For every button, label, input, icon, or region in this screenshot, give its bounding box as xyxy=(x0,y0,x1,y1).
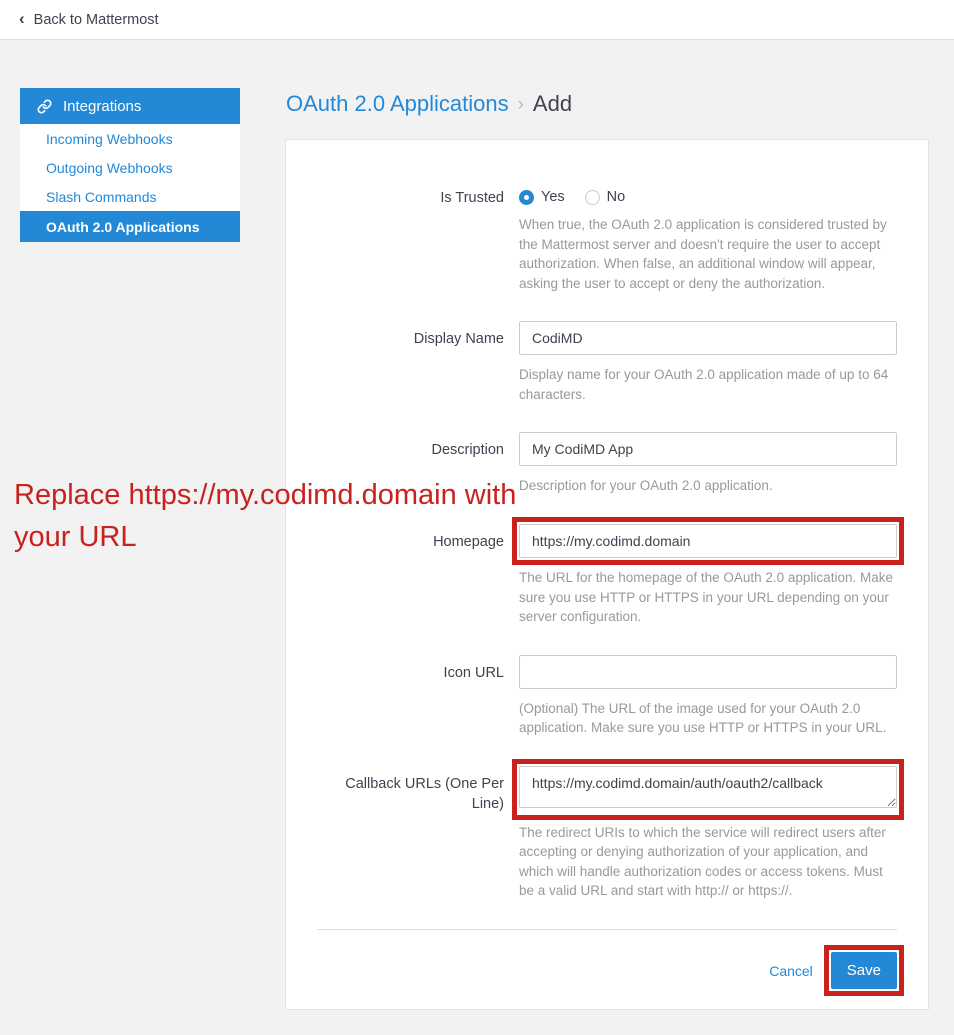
sidebar-item-label: OAuth 2.0 Applications xyxy=(46,218,200,235)
save-button[interactable]: Save xyxy=(831,952,897,989)
icon-url-input[interactable] xyxy=(519,655,897,689)
icon-url-help: (Optional) The URL of the image used for your OAuth 2.0 application. Make sure you use HTTP or HTTPS in your URL. xyxy=(519,700,887,736)
callback-urls-help: The redirect URIs to which the service will redirect users after accepting or denying authorization of your application, and which will handle authorization codes or access tokens. Must be a valid URL and start with http:// or https://. xyxy=(519,824,886,899)
annotation-replace-url-text: Replace https://my.codimd.domain with your URL xyxy=(14,479,517,554)
is-trusted-radio-group xyxy=(519,188,897,205)
sidebar-header-label: Integrations xyxy=(63,97,142,115)
is-trusted-label: Is Trusted xyxy=(440,190,504,206)
display-name-row xyxy=(317,321,897,404)
breadcrumb-parent-link[interactable]: OAuth 2.0 Applications xyxy=(286,91,509,116)
back-chevron-icon: ‹ xyxy=(19,9,25,28)
callback-urls-label: Callback URLs (One Per Line) xyxy=(345,775,504,813)
radio-checked-icon xyxy=(519,190,534,205)
breadcrumb xyxy=(286,91,572,117)
radio-unchecked-icon xyxy=(585,190,600,205)
homepage-highlight-box xyxy=(512,517,904,565)
is-trusted-row xyxy=(317,188,897,293)
icon-url-label: Icon URL xyxy=(443,664,504,681)
sidebar-item-outgoing-webhooks[interactable] xyxy=(20,153,240,182)
description-input[interactable] xyxy=(519,432,897,466)
sidebar-header-integrations[interactable] xyxy=(20,88,240,124)
cancel-button[interactable]: Cancel xyxy=(769,962,813,979)
sidebar-item-incoming-webhooks[interactable] xyxy=(20,124,240,153)
sidebar-item-label: Incoming Webhooks xyxy=(46,130,173,147)
display-name-input[interactable] xyxy=(519,321,897,355)
callback-urls-row xyxy=(317,766,897,901)
callback-urls-textarea[interactable] xyxy=(519,766,897,808)
radio-yes-label: Yes xyxy=(541,189,565,205)
radio-no-label: No xyxy=(606,189,626,205)
is-trusted-help: When true, the OAuth 2.0 application is considered trusted by the Mattermost server and doesn't require the user to accept authorization. When false, an additional window will appear, asking the user to accept or deny the authorization. xyxy=(519,217,887,291)
back-to-mattermost-link[interactable] xyxy=(19,9,159,28)
display-name-help: Display name for your OAuth 2.0 application made of up to 64 characters. xyxy=(519,367,889,402)
chevron-right-icon: › xyxy=(517,94,524,115)
sidebar-item-label: Outgoing Webhooks xyxy=(46,159,173,176)
callback-urls-highlight-box xyxy=(512,759,904,820)
save-highlight-box xyxy=(824,945,904,996)
integrations-sidebar xyxy=(20,88,240,242)
breadcrumb-current: Add xyxy=(532,91,573,116)
homepage-help: The URL for the homepage of the OAuth 2.0 application. Make sure you use HTTP or HTTPS in your URL depending on your server configuration. xyxy=(519,569,893,625)
description-help: Description for your OAuth 2.0 application. xyxy=(519,478,773,494)
link-icon xyxy=(37,99,52,114)
sidebar-item-label: Slash Commands xyxy=(46,188,157,205)
icon-url-row xyxy=(317,655,897,738)
is-trusted-no-radio[interactable] xyxy=(585,189,626,205)
oauth-add-form-panel xyxy=(285,139,929,1010)
form-footer xyxy=(317,929,897,1010)
homepage-label: Homepage xyxy=(433,533,504,550)
display-name-label: Display Name xyxy=(413,331,504,348)
description-label: Description xyxy=(431,442,504,459)
is-trusted-yes-radio[interactable] xyxy=(519,189,565,205)
top-bar xyxy=(0,0,954,40)
sidebar-item-slash-commands[interactable] xyxy=(20,182,240,211)
back-link-label: Back to Mattermost xyxy=(33,11,159,28)
sidebar-item-oauth-applications[interactable] xyxy=(20,211,240,242)
homepage-input[interactable] xyxy=(519,524,897,558)
